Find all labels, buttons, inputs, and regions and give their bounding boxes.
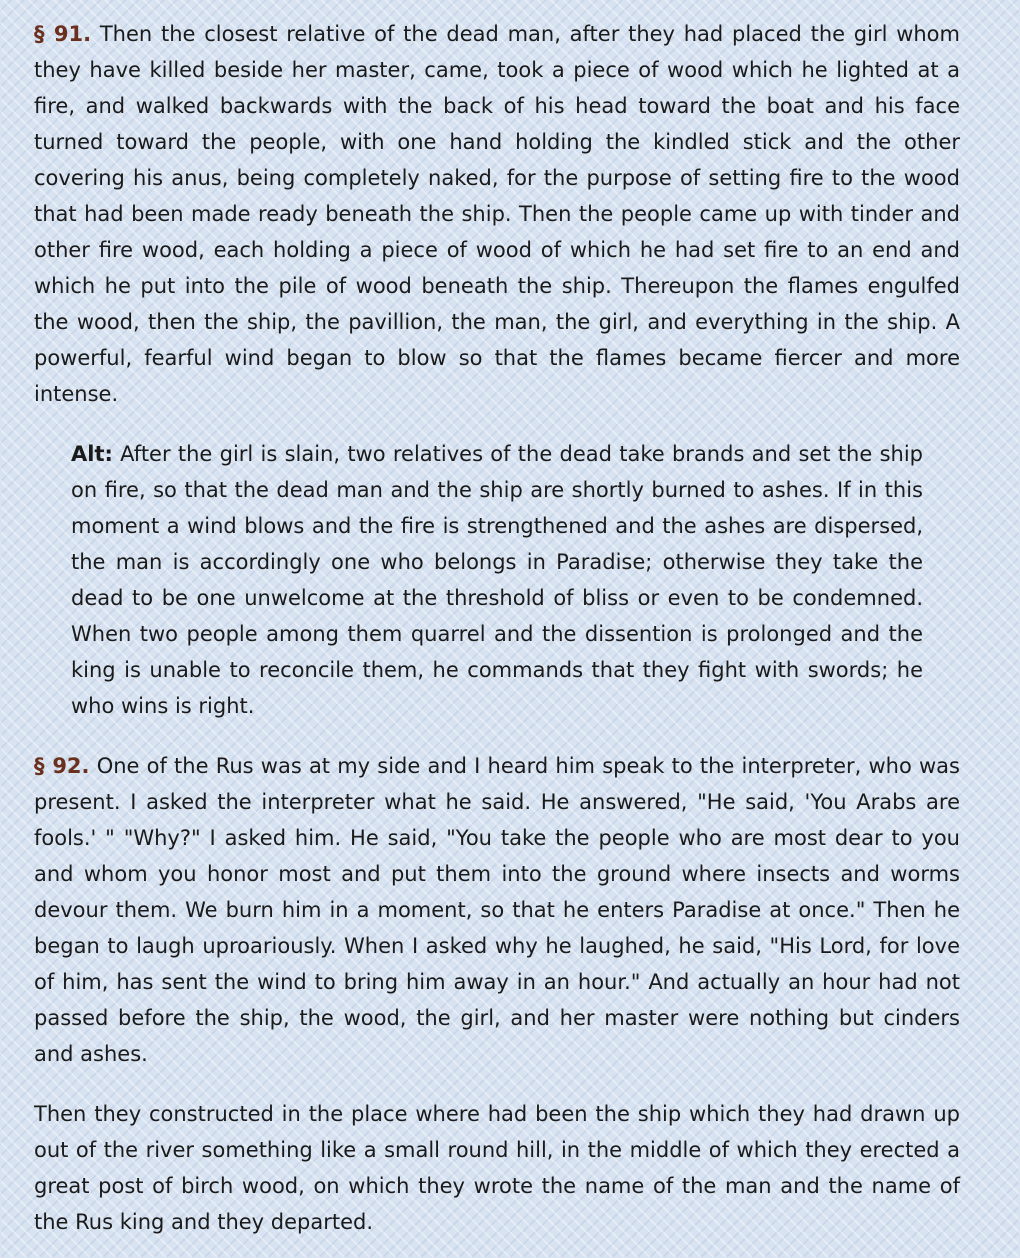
section-92-text: One of the Rus was at my side and I heard him speak to the interpreter, who was present. I asked the interpreter what he said. He answered, "He said, 'You Arabs are fools.' " "Why?" I asked him. He said, "You take the people who are most dear to you and whom you honor most and put them into the ground where insects and worms devour them. We burn him in a moment, so that he enters Paradise at once." Then he began to laugh uproariously. When I asked why he laughed, he said, "His Lord, for love of him, has sent the wind to bring him away in an hour." And actually an hour had not passed before the ship, the wood, the girl, and her master were nothing but cinders and ashes. <box>34 754 960 1066</box>
section-number-92: § 92. <box>34 754 90 778</box>
paragraph-section-91 <box>34 16 960 412</box>
paragraph-alt <box>71 436 923 724</box>
document-body <box>34 16 960 1240</box>
alt-label: Alt: <box>71 442 113 466</box>
section-number-91: § 91. <box>34 22 92 46</box>
section-91-text: Then the closest relative of the dead man, after they had placed the girl whom they have killed beside her master, came, took a piece of wood which he lighted at a fire, and walked backwards with the back of his head toward the boat and his face turned toward the people, with one hand holding the kindled stick and the other covering his anus, being completely naked, for the purpose of setting fire to the wood that had been made ready beneath the ship. Then the people came up with tinder and other fire wood, each holding a piece of wood of which he had set fire to an end and which he put into the pile of wood beneath the ship. Thereupon the flames engulfed the wood, then the ship, the pavillion, the man, the girl, and everything in the ship. A powerful, fearful wind began to blow so that the flames became fiercer and more intense. <box>34 22 960 406</box>
alt-block <box>71 436 923 724</box>
paragraph-section-92 <box>34 748 960 1072</box>
alt-text: After the girl is slain, two relatives of the dead take brands and set the ship on fire, so that the dead man and the ship are shortly burned to ashes. If in this moment a wind blows and the fire is strengthened and the ashes are dispersed, the man is accordingly one who belongs in Paradise; otherwise they take the dead to be one unwelcome at the threshold of bliss or even to be condemned. When two people among them quarrel and the dissention is prolonged and the king is unable to reconcile them, he commands that they fight with swords; he who wins is right. <box>71 442 923 718</box>
paragraph-closing: Then they constructed in the place where had been the ship which they had drawn up out of the river something like a small round hill, in the middle of which they erected a great post of birch wood, on which they wrote the name of the man and the name of the Rus king and they departed. <box>34 1102 960 1234</box>
